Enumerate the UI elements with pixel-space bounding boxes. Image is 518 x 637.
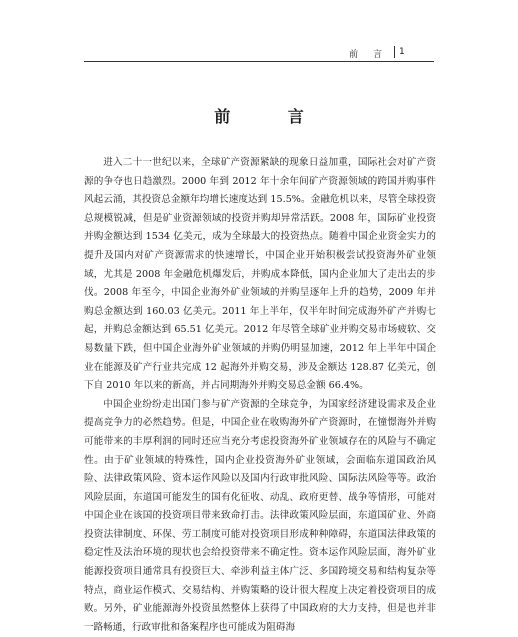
paragraph-2: 中国企业纷纷走出国门参与矿产资源的全球竞争，为国家经济建设需求及企业提高竞争力的必然趋势。但是，中国企业在收购海外矿产资源时，在憧憬海外并购可能带来的丰厚利润的同时还应当充分考虑投资海外矿业领域存在的风险与不确定性。由于矿业领域的特殊性，国内企业投资海外矿业领域，会面临东道国政治风险、法律政策风险、资本运作风险以及国内行政审批风险、国际法风险等等。政治风险层面，东道国可能发生的国有化征收、动乱、政府更替、战争等情形，可能对中国企业在该国的投资项目带来致命打击。法律政策风险层面，东道国矿业、外商投资法律制度、环保、劳工制度可能对投资项目形成种种障碍，东道国法律政策的稳定性及法治环境的现状也会给投资带来不确定性。资本运作风险层面，海外矿业能源投资项目通常具有投资巨大、牵涉利益主体广泛、多国跨境交易和结构复杂等特点，商业运作模式、交易结构、并购策略的设计很大程度上决定着投资项目的成败。另外，矿业能源海外投资虽然整体上获得了中国政府的大力支持，但是也并非一路畅通，行政审批和备案程序也可能成为阻碍海 xyxy=(84,398,436,633)
paragraph-1: 进入二十一世纪以来，全球矿产资源紧缺的现象日益加重，国际社会对矿产资源的争夺也日趋激烈。2000 年到 2012 年十余年间矿产资源领域的跨国并购事件风起云涌，其投资总金额年均增长速度达到 15.5%。金融危机以来，尽管全球投资总规模锐减，但是矿业资源领域的投资并购却异常活跃。2008 年，国际矿业投资并购金额达到 1534 亿美元，成为全球最大的投资热点。随着中国企业资金实力的提升及国内对矿产资源需求的快速增长，中国企业开始积极尝试投资海外矿业领域，尤其是 2008 年金融危机爆发后，并购成本降低，国内企业加大了走出去的步伐。2008 年至今，中国企业海外矿业领域的并购呈逐年上升的趋势，2009 年并购总金额达到 160.03 亿美元。2011 年上半年，仅半年时间完成海外矿产并购七起，并购总金额达到 65.51 亿美元。2012 年尽管全球矿业并购交易市场疲软、交易数量下跌，但中国企业海外矿业领域的并购仍明显加速，2012 年上半年中国企业在能源及矿产行业共完成 12 起海外并购交易，涉及金额达 128.87 亿美元，创下自 2010 年以来的新高，并占同期海外并购交易总金额 66.4%。 xyxy=(84,157,436,392)
running-header xyxy=(84,46,434,60)
page-number: 1 xyxy=(394,46,434,58)
page-title: 前 言 xyxy=(214,107,330,126)
header-divider xyxy=(84,61,434,62)
running-title: 前 言 xyxy=(349,50,388,60)
body-text xyxy=(84,154,436,637)
